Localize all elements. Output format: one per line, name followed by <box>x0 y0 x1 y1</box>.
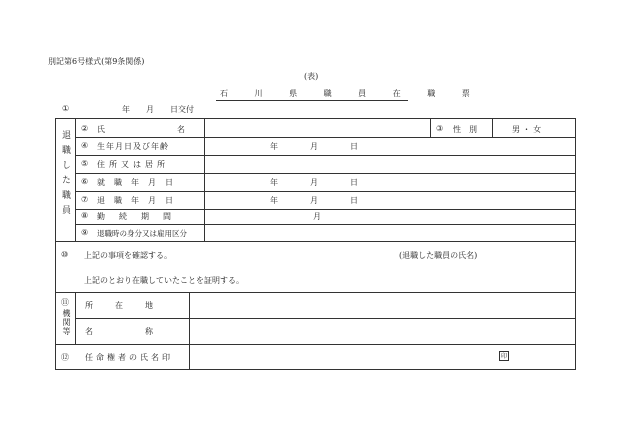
row-divider <box>75 318 576 319</box>
status-at-retirement-label: 退職時の身分又は雇用区分 <box>97 229 187 238</box>
section-divider <box>55 292 576 293</box>
agency-name-field[interactable] <box>195 326 565 338</box>
agency-group-label: 機関等 <box>62 309 71 336</box>
row-number: ⑤ <box>81 159 89 168</box>
issue-number: ① <box>62 104 70 113</box>
name-label: 氏 名 <box>97 125 187 134</box>
row-number: ⑨ <box>81 228 89 237</box>
agency-address-label: 所 在 地 <box>85 301 155 310</box>
confirm-text: 上記の事項を確認する。 <box>84 251 172 260</box>
service-period-label: 勤続期間 <box>97 212 185 221</box>
retired-staff-name-note[interactable]: (退職した職員の氏名) <box>399 251 478 260</box>
section-divider <box>55 344 576 345</box>
birthdate-field[interactable]: 年 月 日 <box>270 142 358 151</box>
row-divider <box>75 224 576 225</box>
row-divider <box>75 155 576 156</box>
row-divider <box>75 173 576 174</box>
row-number: ② <box>81 124 89 133</box>
agency-number: ⑪ <box>61 298 69 307</box>
form-title: 石 川 県 職 員 在 職 票 <box>220 89 482 98</box>
seal-mark: 印 <box>500 353 507 360</box>
row-divider <box>75 209 576 210</box>
retired-staff-group-label: 退職した職員 <box>60 130 70 220</box>
row-number: ⑧ <box>81 211 89 220</box>
col-divider <box>75 118 76 241</box>
hire-date-label: 就職年月日 <box>97 178 182 187</box>
appointer-label: 任命権者の氏名印 <box>85 353 173 362</box>
form-side-label: (表) <box>304 72 319 81</box>
issue-date-text: 年 月 日交付 <box>122 105 194 114</box>
form-reference: 別記第6号様式(第9条関係) <box>48 57 145 66</box>
appointer-number: ⑫ <box>61 353 69 362</box>
gender-label: 性 別 <box>453 125 477 134</box>
retirement-date-label: 退職年月日 <box>97 196 182 205</box>
retirement-date-field[interactable]: 年 月 日 <box>270 196 358 205</box>
agency-address-field[interactable] <box>195 300 565 312</box>
agency-name-label: 名 称 <box>85 327 155 336</box>
section-divider <box>55 241 576 242</box>
col-divider <box>189 292 190 370</box>
row-number: ④ <box>81 141 89 150</box>
address-label: 住所又は居所 <box>97 160 169 169</box>
title-underline <box>216 100 408 101</box>
row-divider <box>75 137 576 138</box>
col-divider <box>430 118 431 137</box>
gender-number: ③ <box>436 124 444 133</box>
row-number: ⑥ <box>81 177 89 186</box>
gender-options[interactable]: 男 ・ 女 <box>512 125 542 134</box>
hire-date-field[interactable]: 年 月 日 <box>270 178 358 187</box>
service-period-field[interactable]: 月 <box>313 212 321 221</box>
col-divider <box>492 118 493 137</box>
row-divider <box>75 191 576 192</box>
col-divider <box>75 292 76 344</box>
col-divider <box>204 118 205 241</box>
certify-text: 上記のとおり在職していたことを証明する。 <box>84 276 244 285</box>
confirm-number: ⑩ <box>61 250 69 259</box>
birthdate-age-label: 生年月日及び年齢 <box>97 142 169 151</box>
row-number: ⑦ <box>81 195 89 204</box>
